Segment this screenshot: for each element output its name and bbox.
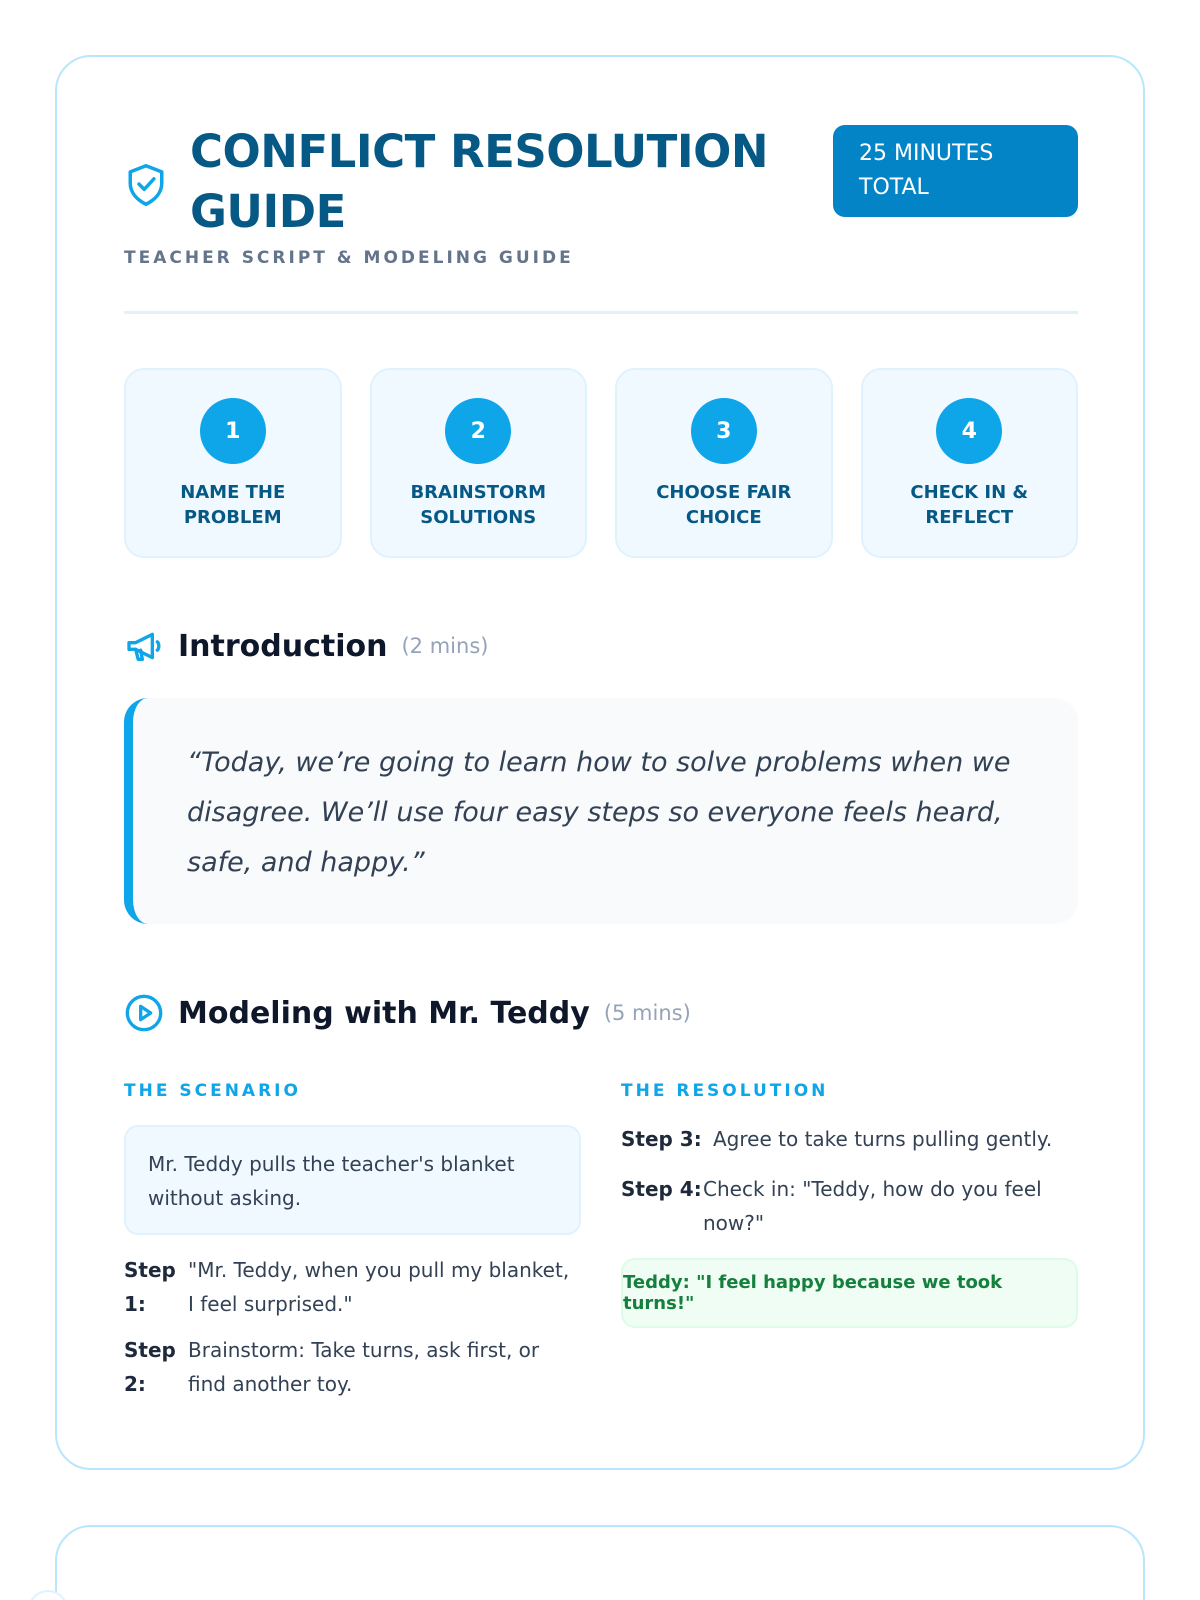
- teddy-reply: Teddy: "I feel happy because we took turns!": [621, 1258, 1078, 1328]
- modeling-title: Modeling with Mr. Teddy: [178, 995, 590, 1031]
- scenario-heading: THE SCENARIO: [124, 1081, 301, 1101]
- step-key: Step 1:: [124, 1258, 176, 1316]
- step-card-2: [370, 368, 588, 558]
- modeling-step-3: [621, 1122, 1078, 1156]
- step-number: 1: [200, 398, 266, 464]
- step-key: Step 3:: [621, 1127, 702, 1151]
- page-subtitle: TEACHER SCRIPT & MODELING GUIDE: [124, 248, 574, 268]
- step-key: Step 4:: [621, 1177, 702, 1201]
- duration-badge: 25 MINUTES TOTAL: [833, 125, 1078, 217]
- play-circle-icon: [124, 993, 164, 1033]
- step-card-4: [861, 368, 1079, 558]
- introduction-title: Introduction: [178, 628, 388, 664]
- introduction-time: (2 mins): [401, 634, 489, 658]
- step-label: CHOOSE FAIR CHOICE: [656, 482, 792, 528]
- step-label: NAME THE PROBLEM: [180, 482, 286, 528]
- step-label: CHECK IN & REFLECT: [910, 482, 1029, 528]
- page-title: CONFLICT RESOLUTION GUIDE: [190, 125, 769, 238]
- next-card: [55, 1525, 1145, 1600]
- shield-check-icon: [125, 162, 167, 208]
- modeling-time: (5 mins): [603, 1001, 691, 1025]
- scenario-box: Mr. Teddy pulls the teacher's blanket without asking.: [124, 1125, 581, 1235]
- step-text: Check in: "Teddy, how do you feel now?": [703, 1177, 1042, 1235]
- modeling-step-4: [621, 1172, 1078, 1240]
- step-text: "Mr. Teddy, when you pull my blanket, I feel surprised.": [188, 1258, 570, 1316]
- header-divider: [124, 311, 1078, 314]
- modeling-step-1: [124, 1253, 581, 1321]
- resolution-heading: THE RESOLUTION: [621, 1081, 829, 1101]
- step-number: 4: [936, 398, 1002, 464]
- step-text: Agree to take turns pulling gently.: [713, 1127, 1053, 1151]
- step-card-1: [124, 368, 342, 558]
- introduction-heading: [124, 626, 488, 666]
- step-number: 3: [691, 398, 757, 464]
- step-card-3: [615, 368, 833, 558]
- introduction-quote: “Today, we’re going to learn how to solve problems when we disagree. We’ll use four easy steps so everyone feels heard, safe, and happy.”: [124, 698, 1078, 924]
- step-text: Brainstorm: Take turns, ask first, or find another toy.: [188, 1338, 540, 1396]
- modeling-step-2: [124, 1333, 581, 1401]
- step-number: 2: [445, 398, 511, 464]
- step-label: BRAINSTORM SOLUTIONS: [410, 482, 547, 528]
- megaphone-icon: [124, 626, 164, 666]
- modeling-heading: [124, 993, 691, 1033]
- steps-overview: [124, 368, 1078, 558]
- step-key: Step 2:: [124, 1338, 176, 1396]
